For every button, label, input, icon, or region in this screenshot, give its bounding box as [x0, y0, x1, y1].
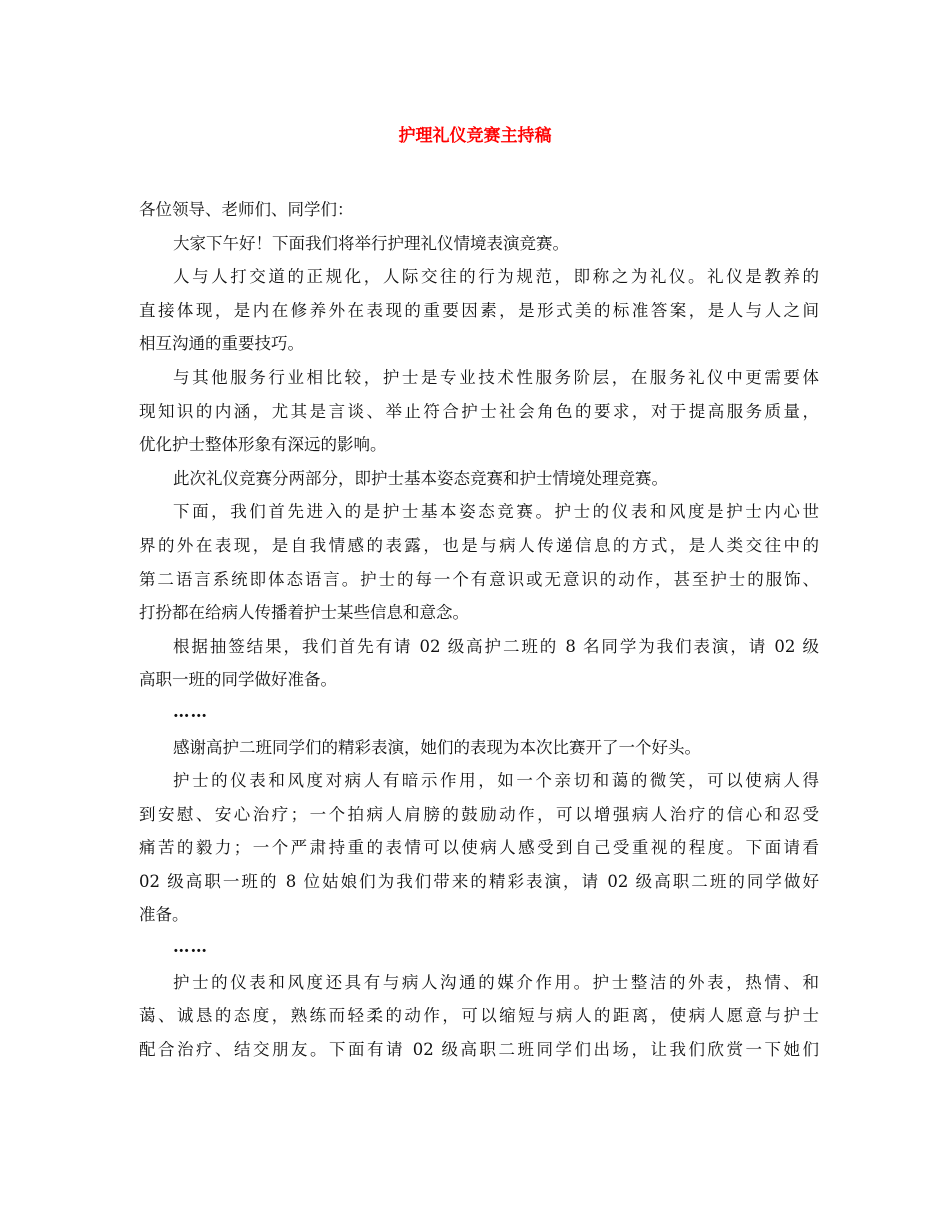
text-line: 直接体现，是内在修养外在表现的重要因素，是形式美的标准答案，是人与人之间 — [139, 300, 819, 320]
text-line: 优化护士整体形象有深远的影响。 — [139, 435, 387, 455]
text-line: 打扮都在给病人传播着护士某些信息和意念。 — [139, 603, 469, 623]
text-line: 各位领导、老师们、同学们： — [139, 200, 354, 219]
text-line: 护士的仪表和风度对病人有暗示作用，如一个亲切和蔼的微笑，可以使病人得 — [173, 771, 819, 791]
ellipsis-break: …… — [173, 701, 208, 721]
text-line: 现知识的内涵，尤其是言谈、举止符合护士社会角色的要求，对于提高服务质量， — [139, 401, 819, 421]
text-line: 准备。 — [139, 905, 189, 925]
ellipsis-break: …… — [173, 937, 208, 957]
text-line: 02 级高职一班的 8 位姑娘们为我们带来的精彩表演，请 02 级高职二班的同学做好 — [139, 871, 819, 891]
text-line: 根据抽签结果，我们首先有请 02 级高护二班的 8 名同学为我们表演，请 02 级 — [173, 636, 819, 656]
text-line: 与其他服务行业相比较，护士是专业技术性服务阶层，在服务礼仪中更需要体 — [173, 367, 819, 387]
text-line: 界的外在表现，是自我情感的表露，也是与病人传递信息的方式，是人类交往中的 — [139, 535, 819, 555]
text-line: 配合治疗、结交朋友。下面有请 02 级高职二班同学们出场，让我们欣赏一下她们 — [139, 1039, 819, 1059]
text-line: 护士的仪表和风度还具有与病人沟通的媒介作用。护士整洁的外表，热情、和 — [173, 972, 819, 992]
document-body — [139, 193, 819, 1066]
text-line: 下面，我们首先进入的是护士基本姿态竞赛。护士的仪表和风度是护士内心世 — [173, 502, 819, 522]
text-line: 相互沟通的重要技巧。 — [139, 334, 304, 354]
text-line: 到安慰、安心治疗；一个拍病人肩膀的鼓励动作，可以增强病人治疗的信心和忍受 — [139, 804, 819, 824]
document-title: 护理礼仪竞赛主持稿 — [398, 126, 552, 146]
text-line: 人与人打交道的正规化，人际交往的行为规范，即称之为礼仪。礼仪是教养的 — [173, 267, 819, 287]
text-line: 蔼、诚恳的态度，熟练而轻柔的动作，可以缩短与病人的距离，使病人愿意与护士 — [139, 1006, 819, 1026]
text-line: 第二语言系统即体态语言。护士的每一个有意识或无意识的动作，甚至护士的服饰、 — [139, 569, 819, 589]
text-line: 感谢高护二班同学们的精彩表演，她们的表现为本次比赛开了一个好头。 — [173, 737, 701, 757]
text-line: 高职一班的同学做好准备。 — [139, 670, 337, 690]
text-line: 大家下午好！下面我们将举行护理礼仪情境表演竞赛。 — [173, 233, 569, 253]
text-line: 痛苦的毅力；一个严肃持重的表情可以使病人感受到自己受重视的程度。下面请看 — [139, 838, 819, 858]
text-line: 此次礼仪竞赛分两部分，即护士基本姿态竞赛和护士情境处理竞赛。 — [173, 468, 668, 488]
